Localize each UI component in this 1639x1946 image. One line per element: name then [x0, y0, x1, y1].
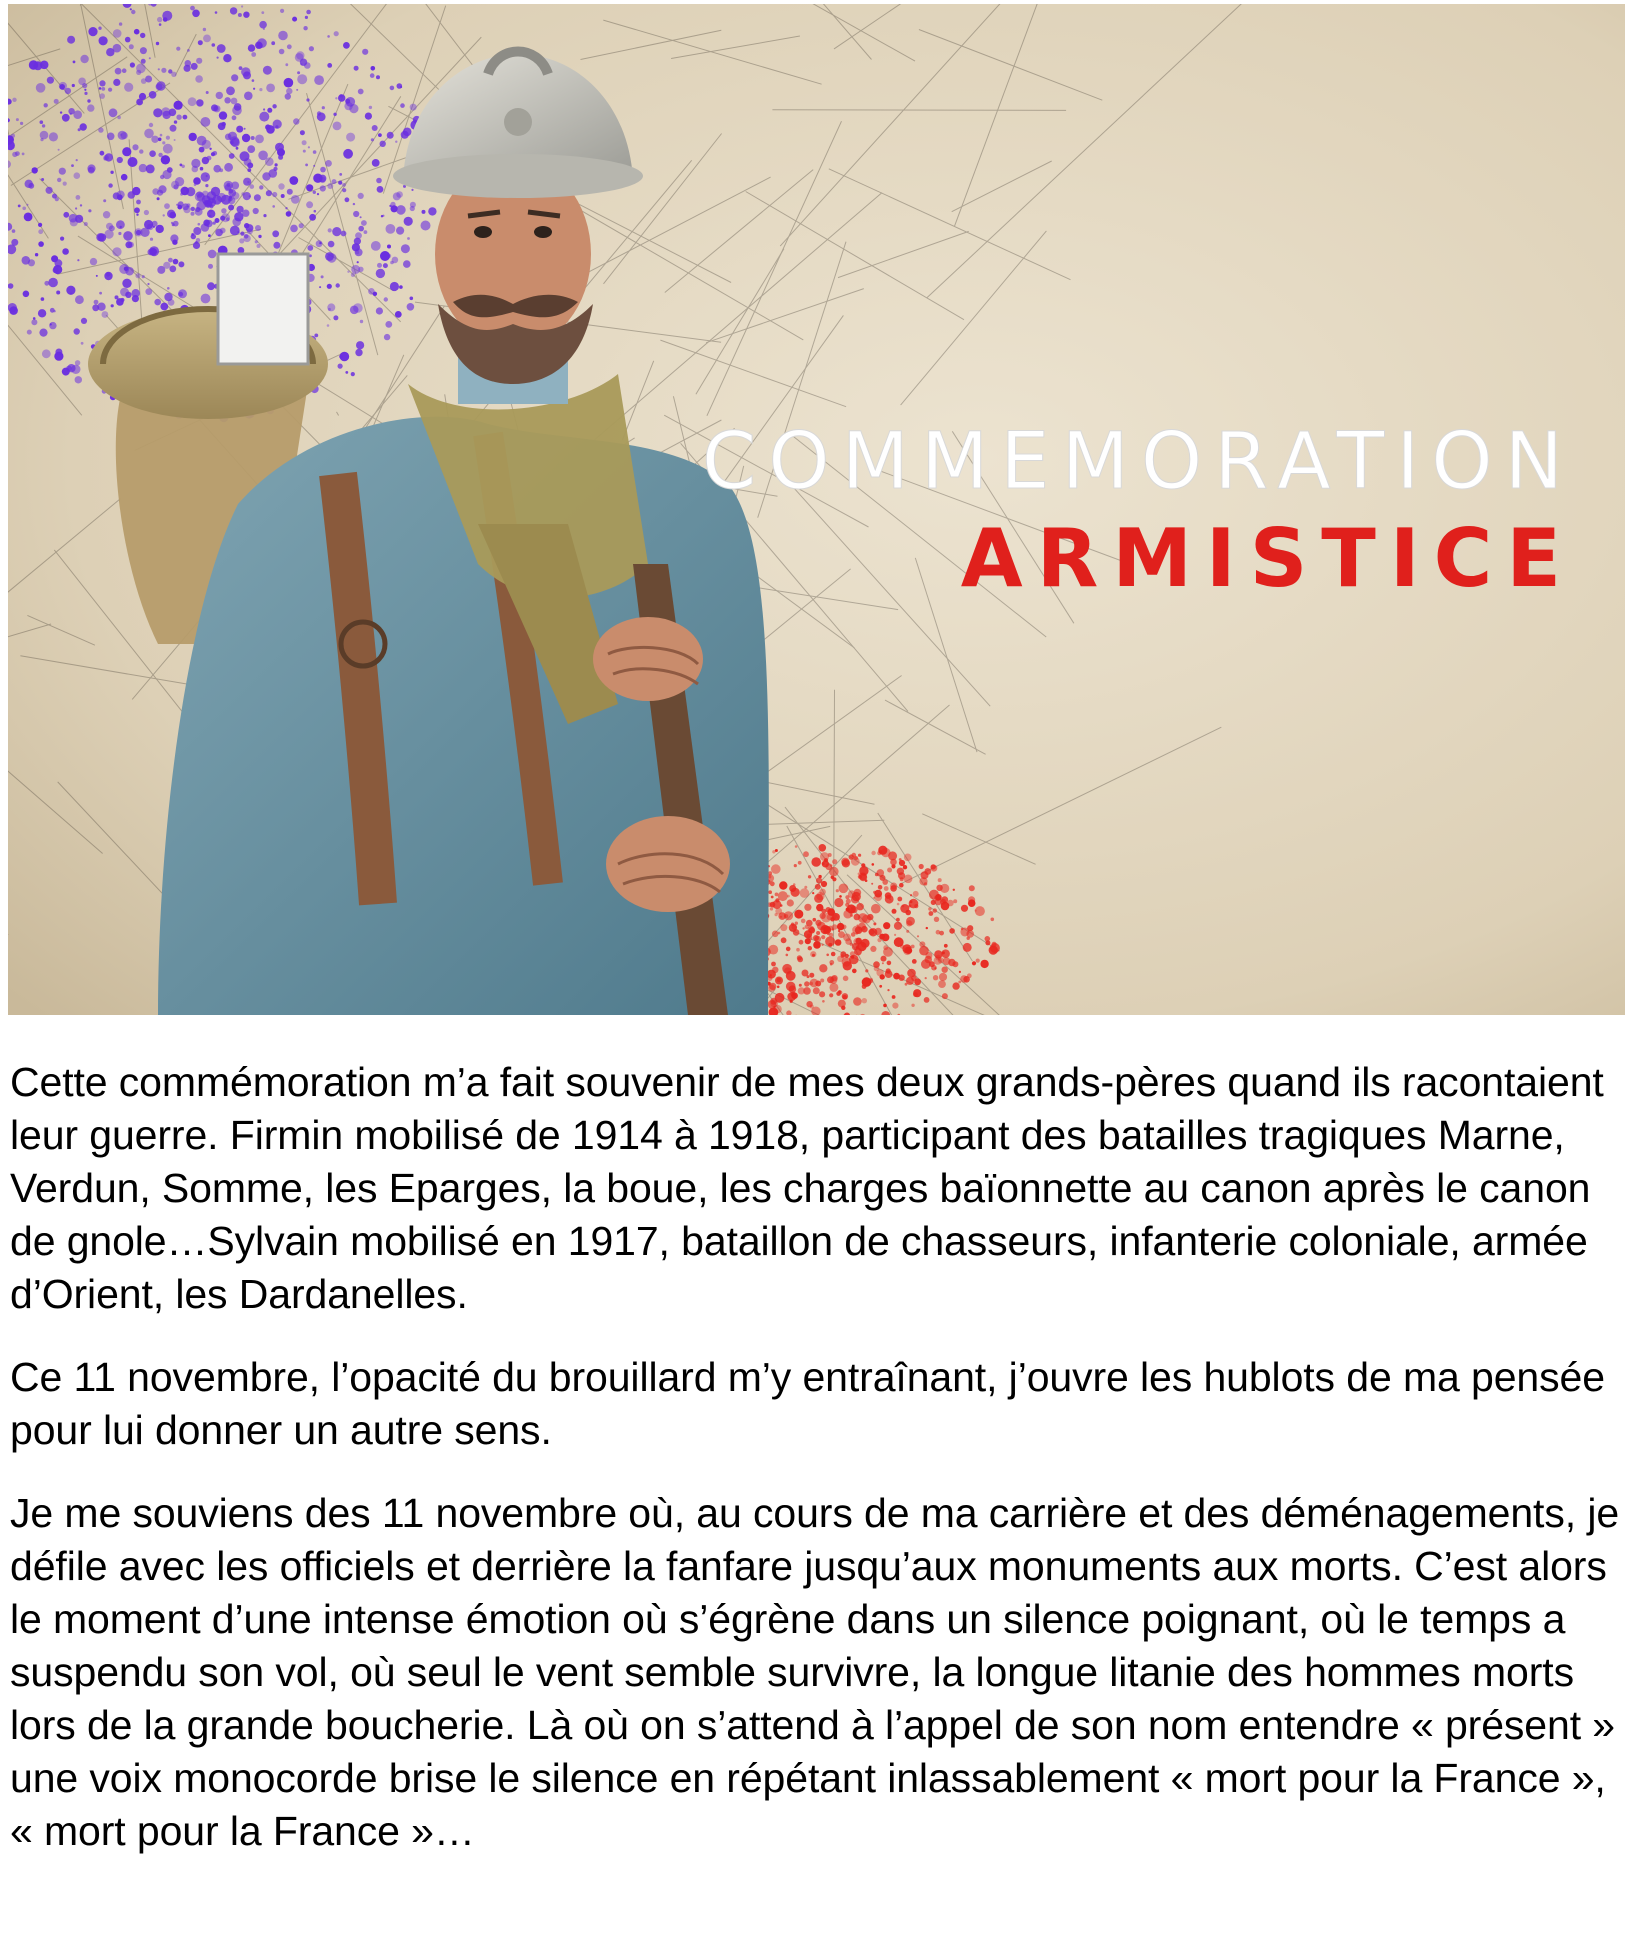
article-paragraph-1: Cette commémoration m’a fait souvenir de mes deux grands-pères quand ils racontaient leur guerre. Firmin mobilisé de 1914 à 1918, participant des batailles tragiques Marne, Verdun, Somme, les Eparges, la boue, les charges baïonnette au canon après le canon de gnole…Sylvain mobilisé en 1917, bataillon de chasseurs, infanterie coloniale, armée d’Orient, les Dardanelles.: [10, 1059, 1604, 1317]
article-paragraph-2: Ce 11 novembre, l’opacité du brouillard m’y entraînant, j’ouvre les hublots de ma pensée pour lui donner un autre sens.: [10, 1354, 1605, 1453]
banner-title-line2: ARMISTICE: [960, 512, 1575, 605]
article-body: [10, 1056, 1630, 1888]
banner-title-line1: COMMEMORATION: [701, 417, 1575, 507]
article-paragraph-3: Je me souviens des 11 novembre où, au cours de ma carrière et des déménagements, je défile avec les officiels et derrière la fanfare jusqu’aux monuments aux morts. C’est alors le moment d’une intense émotion où s’égrène dans un silence poignant, où le temps a suspendu son vol, où seul le vent semble survivre, la longue litanie des hommes morts lors de la grande boucherie. Là où on s’attend à l’appel de son nom entendre « présent » une voix monocorde brise le silence en répétant inlassablement « mort pour la France », « mort pour la France »…: [10, 1490, 1620, 1854]
banner-illustration: [8, 4, 1625, 1015]
commemoration-banner: [8, 4, 1625, 1015]
